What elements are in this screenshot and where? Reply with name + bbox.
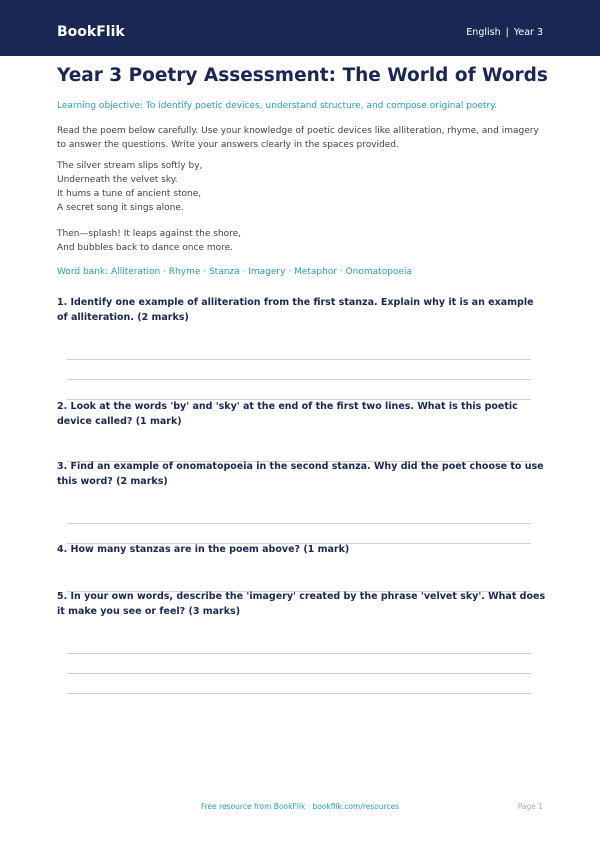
question-3: 3. Find an example of onomatopoeia in the second stanza. Why did the poet choose to use this word? (2 marks)	[57, 461, 544, 487]
answer-line[interactable]	[67, 693, 531, 694]
answer-line[interactable]	[67, 653, 531, 654]
poem-line: A secret song it sings alone.	[57, 203, 184, 213]
answer-line[interactable]	[67, 359, 531, 360]
site-header	[0, 0, 600, 56]
question-1: 1. Identify one example of alliteration from the first stanza. Explain why it is an example of alliteration. (2 marks)	[57, 297, 534, 323]
poem-stanza-1	[57, 159, 202, 215]
poem-line: And bubbles back to dance once more.	[57, 243, 234, 253]
instructions: Read the poem below carefully. Use your knowledge of poetic devices like alliteration, rhyme, and imagery to answer the questions. Write your answers clearly in the spaces provided.	[57, 126, 539, 150]
answer-line[interactable]	[67, 523, 531, 524]
footer-credit[interactable]: Free resource from BookFlik · bookflik.com/resources	[200, 802, 400, 811]
page-title: Year 3 Poetry Assessment: The World of Words	[57, 65, 548, 86]
subject-name: English	[466, 27, 501, 38]
word-bank: Word bank: Alliteration · Rhyme · Stanza · Imagery · Metaphor · Onomatopoeia	[57, 267, 412, 277]
page-number: Page 1	[517, 802, 543, 811]
question-5: 5. In your own words, describe the 'imagery' created by the phrase 'velvet sky'. What does it make you see or feel? (3 marks)	[57, 591, 546, 617]
question-2: 2. Look at the words 'by' and 'sky' at the end of the first two lines. What is this poetic device called? (1 mark)	[57, 401, 518, 427]
brand-logo[interactable]: BookFlik	[57, 24, 125, 40]
subject-separator: |	[505, 27, 509, 38]
answer-line[interactable]	[67, 379, 531, 380]
poem-line: Then—splash! It leaps against the shore,	[57, 229, 242, 239]
answer-line[interactable]	[67, 673, 531, 674]
question-4: 4. How many stanzas are in the poem above? (1 mark)	[57, 544, 350, 555]
subject-label	[466, 26, 543, 40]
year-level: Year 3	[513, 27, 543, 38]
poem-line: The silver stream slips softly by,	[57, 161, 203, 171]
poem-line: Underneath the velvet sky.	[57, 175, 178, 185]
poem-stanza-2	[57, 227, 241, 255]
learning-objective: Learning objective: To identify poetic devices, understand structure, and compose original poetry.	[57, 101, 498, 111]
poem-line: It hums a tune of ancient stone,	[57, 189, 202, 199]
